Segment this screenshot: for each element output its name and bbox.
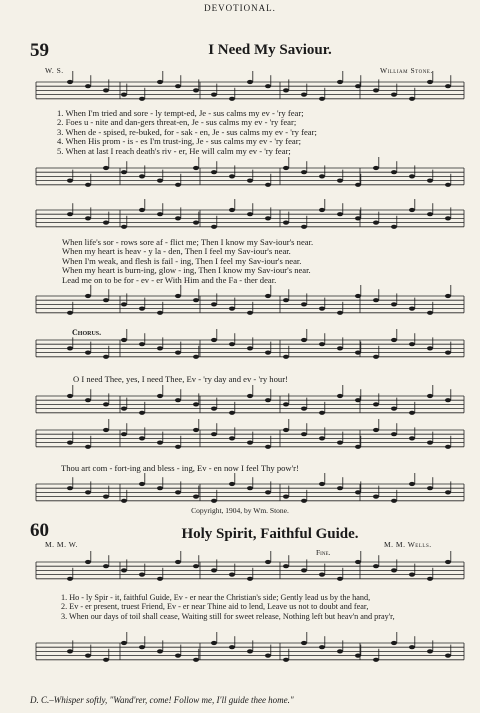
refrain-line: Lead me on to be for - ev - er With Him and the Fa - ther dear. xyxy=(62,274,277,285)
page-header: DEVOTIONAL. xyxy=(204,3,276,13)
refrain-line: When I'm weak, and flesh is fail - ing, Then I feel my Sav-iour's near. xyxy=(62,255,302,266)
copyright-notice: Copyright, 1904, by Wm. Stone. xyxy=(191,506,289,515)
hymn-59-music-credit: William Stone. xyxy=(380,66,433,75)
hymn-59-number: 59 xyxy=(30,40,49,61)
hymn-60-title: Holy Spirit, Faithful Guide. xyxy=(181,526,359,542)
fine-marking: Fine. xyxy=(316,548,331,557)
verse-line: 5. When at last I reach death's riv - er, He will calm my ev - 'ry fear; xyxy=(57,145,291,156)
verse-line: 2. Foes u - nite and dan-gers threat-en, Je - sus calms my ev - 'ry fear; xyxy=(57,117,297,128)
hymn-60-number: 60 xyxy=(30,520,49,541)
verse-line: 2. Ev - er present, truest Friend, Ev - er near Thine aid to lend, Leave us not to doubt and fear, xyxy=(61,602,369,612)
verse-line: 1. Ho - ly Spir - it, faithful Guide, Ev - er near the Christian's side; Gently lead us by the hand, xyxy=(61,593,371,602)
chorus-label: Chorus. xyxy=(72,328,102,337)
chorus-lyrics-line-2: Thou art com - fort-ing and bless - ing, Ev - en now I feel Thy pow'r! xyxy=(61,463,299,473)
dc-line: D. C.–Whisper softly, "Wand'rer, come! Follow me, I'll guide thee home." xyxy=(30,695,294,705)
verse-line: 1. When I'm tried and sore - ly tempt-ed, Je - sus calms my ev - 'ry fear; xyxy=(57,108,304,118)
hymn-60-music-credit: M. M. Wells. xyxy=(384,540,432,549)
chorus-lyrics-line-1: O I need Thee, yes, I need Thee, Ev - 'ry day and ev - 'ry hour! xyxy=(73,374,288,384)
hymn-60-verse-lyrics xyxy=(61,593,395,621)
hymn-59-title: I Need My Saviour. xyxy=(208,42,332,58)
verse-line: 3. When de - spised, re-buked, for - sak - en, Je - sus calms my ev - 'ry fear; xyxy=(57,126,317,137)
refrain-line: When my heart is burn-ing, glow - ing, Then I know my Sav-iour's near. xyxy=(62,265,311,276)
refrain-line: When my heart is heav - y la - den, Then I feel my Sav-iour's near. xyxy=(62,246,291,257)
hymn-59-refrain-lyrics xyxy=(62,238,313,285)
refrain-line: When life's sor - rows sore af - flict me; Then I know my Sav-iour's near. xyxy=(62,237,314,247)
hymn-59-words-credit: W. S. xyxy=(45,66,64,75)
verse-line: 4. When His prom - is - es I'm trust-ing, Je - sus calms my ev - 'ry fear; xyxy=(57,136,301,147)
hymn-60-words-credit: M. M. W. xyxy=(45,540,78,549)
hymn-59-verse-lyrics xyxy=(57,109,317,156)
verse-line: 3. When our days of toil shall cease, Waiting still for sweet release, Nothing left but heav'n and pray'r, xyxy=(61,611,395,621)
